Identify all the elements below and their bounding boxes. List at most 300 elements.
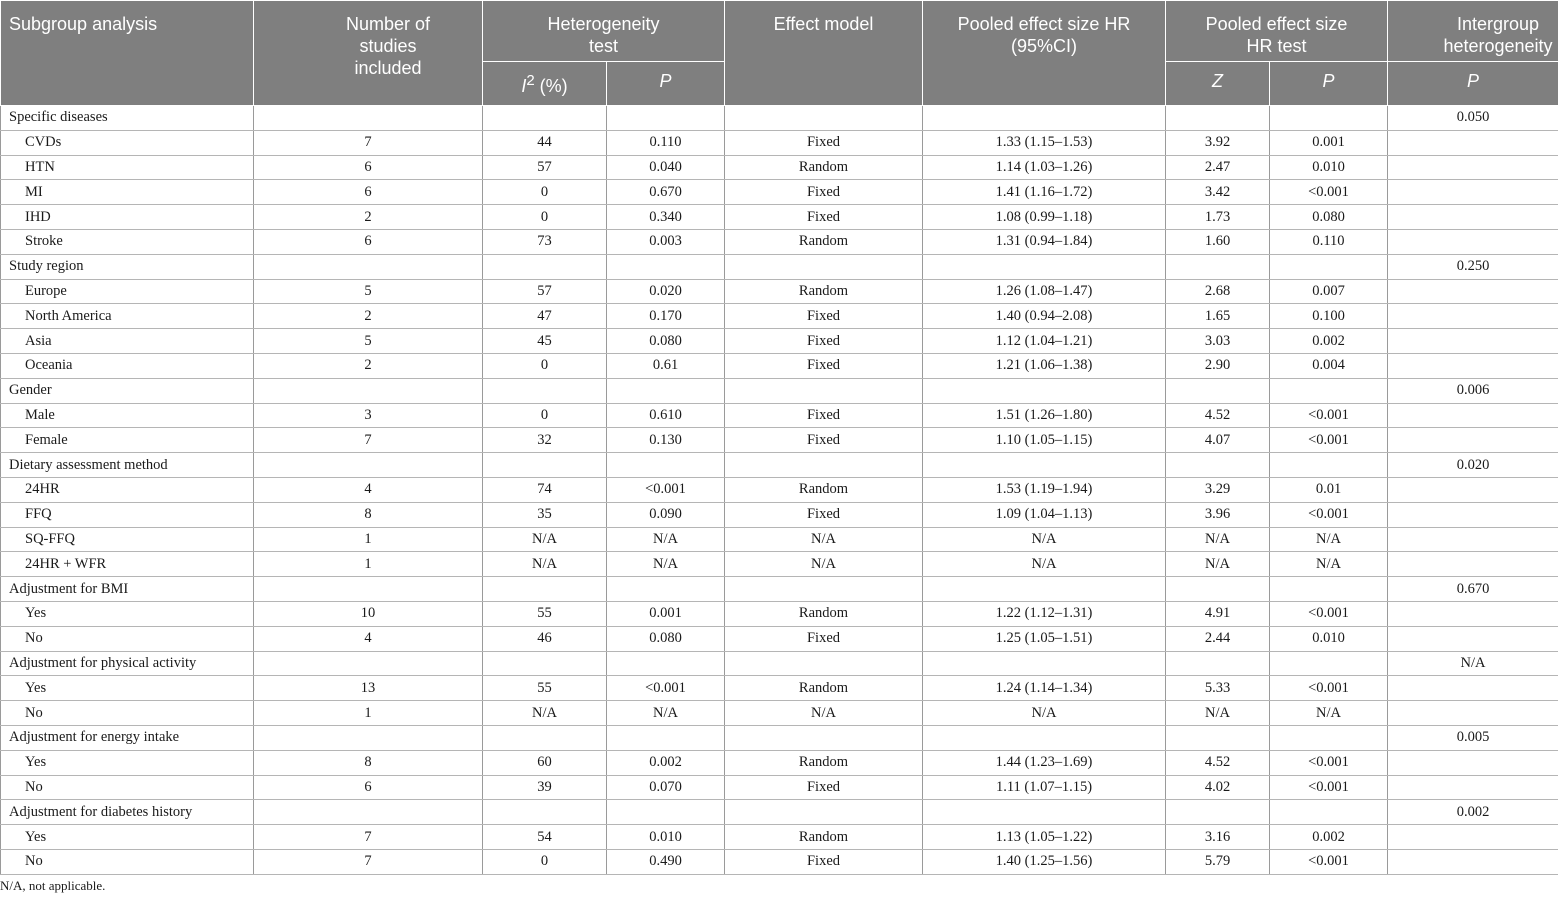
effect-model-cell: Random (725, 750, 923, 775)
pooled-hr-cell: 1.41 (1.16–1.72) (923, 180, 1166, 205)
empty-cell (483, 378, 607, 403)
subgroup-label: Yes (1, 825, 254, 850)
category-label: Adjustment for diabetes history (1, 800, 254, 825)
p-hr-cell: N/A (1270, 552, 1388, 577)
i2-cell: N/A (483, 552, 607, 577)
table-row (1, 676, 1558, 701)
empty-cell (1388, 477, 1558, 502)
p-heterogeneity-cell: 0.61 (607, 353, 725, 378)
p-heterogeneity-cell: 0.090 (607, 502, 725, 527)
category-label: Adjustment for energy intake (1, 725, 254, 750)
empty-cell (1388, 304, 1558, 329)
p-hr-cell: <0.001 (1270, 403, 1388, 428)
effect-model-cell: N/A (725, 527, 923, 552)
i2-cell: 60 (483, 750, 607, 775)
num-studies-cell: 6 (254, 775, 483, 800)
empty-cell (254, 800, 483, 825)
empty-cell (607, 725, 725, 750)
p-heterogeneity-cell: 0.080 (607, 329, 725, 354)
table-row (1, 502, 1558, 527)
subgroup-label: FFQ (1, 502, 254, 527)
i2-cell: 54 (483, 825, 607, 850)
intergroup-p-cell: 0.250 (1388, 254, 1558, 279)
p-heterogeneity-cell: <0.001 (607, 477, 725, 502)
p-heterogeneity-cell: 0.002 (607, 750, 725, 775)
z-cell: 2.47 (1166, 155, 1270, 180)
subgroup-label: Oceania (1, 353, 254, 378)
i2-cell: 57 (483, 279, 607, 304)
z-cell: 4.52 (1166, 750, 1270, 775)
i2-cell: 0 (483, 180, 607, 205)
i2-cell: 35 (483, 502, 607, 527)
pooled-hr-cell: 1.08 (0.99–1.18) (923, 205, 1166, 230)
empty-cell (1388, 552, 1558, 577)
num-studies-cell: 2 (254, 304, 483, 329)
i2-cell: 44 (483, 130, 607, 155)
pooled-hr-cell: 1.40 (1.25–1.56) (923, 849, 1166, 874)
empty-cell (607, 378, 725, 403)
p-hr-cell: 0.002 (1270, 825, 1388, 850)
p-heterogeneity-cell: N/A (607, 701, 725, 726)
table-row (1, 279, 1558, 304)
table-row (1, 428, 1558, 453)
p-heterogeneity-cell: 0.610 (607, 403, 725, 428)
empty-cell (1388, 750, 1558, 775)
empty-cell (483, 725, 607, 750)
p-heterogeneity-cell: 0.490 (607, 849, 725, 874)
pooled-hr-cell: 1.53 (1.19–1.94) (923, 477, 1166, 502)
num-studies-cell: 13 (254, 676, 483, 701)
table-row (1, 130, 1558, 155)
p-hr-cell: 0.010 (1270, 155, 1388, 180)
category-row (1, 725, 1558, 750)
empty-cell (1166, 800, 1270, 825)
empty-cell (254, 651, 483, 676)
empty-cell (1270, 453, 1388, 478)
effect-model-cell: Fixed (725, 304, 923, 329)
table-row (1, 205, 1558, 230)
p-hr-cell: <0.001 (1270, 180, 1388, 205)
subgroup-label: Female (1, 428, 254, 453)
empty-cell (1166, 453, 1270, 478)
num-studies-cell: 5 (254, 279, 483, 304)
empty-cell (1388, 180, 1558, 205)
p-heterogeneity-cell: 0.010 (607, 825, 725, 850)
p-hr-cell: N/A (1270, 701, 1388, 726)
empty-cell (725, 378, 923, 403)
pooled-hr-cell: 1.10 (1.05–1.15) (923, 428, 1166, 453)
z-cell: 5.33 (1166, 676, 1270, 701)
empty-cell (923, 378, 1166, 403)
i2-cell: 57 (483, 155, 607, 180)
table-row (1, 329, 1558, 354)
z-cell: 2.68 (1166, 279, 1270, 304)
num-studies-cell: 8 (254, 502, 483, 527)
header-p-intergroup: P (1388, 62, 1558, 106)
empty-cell (607, 800, 725, 825)
empty-cell (254, 725, 483, 750)
z-cell: 1.73 (1166, 205, 1270, 230)
i2-cell: 47 (483, 304, 607, 329)
z-cell: 4.02 (1166, 775, 1270, 800)
subgroup-label: Asia (1, 329, 254, 354)
header-p-heterogeneity: P (607, 62, 725, 106)
i2-cell: 55 (483, 676, 607, 701)
effect-model-cell: Fixed (725, 775, 923, 800)
empty-cell (1270, 378, 1388, 403)
i2-cell: 0 (483, 849, 607, 874)
table-row (1, 775, 1558, 800)
empty-cell (1166, 725, 1270, 750)
header-z: Z (1166, 62, 1270, 106)
z-cell: 4.52 (1166, 403, 1270, 428)
empty-cell (1388, 849, 1558, 874)
table-row (1, 229, 1558, 254)
table-row (1, 155, 1558, 180)
effect-model-cell: Fixed (725, 428, 923, 453)
effect-model-cell: Random (725, 229, 923, 254)
header-i2: $I^2$ (%) (483, 62, 607, 106)
empty-cell (923, 725, 1166, 750)
pooled-hr-cell: 1.25 (1.05–1.51) (923, 626, 1166, 651)
empty-cell (1388, 205, 1558, 230)
empty-cell (1270, 800, 1388, 825)
z-cell: 2.44 (1166, 626, 1270, 651)
empty-cell (1388, 353, 1558, 378)
empty-cell (725, 725, 923, 750)
empty-cell (483, 651, 607, 676)
subgroup-label: Europe (1, 279, 254, 304)
pooled-hr-cell: 1.22 (1.12–1.31) (923, 601, 1166, 626)
num-studies-cell: 7 (254, 428, 483, 453)
i2-cell: 0 (483, 403, 607, 428)
table-row (1, 477, 1558, 502)
pooled-hr-cell: N/A (923, 552, 1166, 577)
i2-cell: 0 (483, 353, 607, 378)
empty-cell (1388, 279, 1558, 304)
subgroup-label: No (1, 701, 254, 726)
p-heterogeneity-cell: 0.110 (607, 130, 725, 155)
empty-cell (725, 577, 923, 602)
p-hr-cell: 0.004 (1270, 353, 1388, 378)
pooled-hr-cell: 1.31 (0.94–1.84) (923, 229, 1166, 254)
header-intergroup-heterogeneity: Intergroup heterogeneity (1388, 1, 1558, 62)
pooled-hr-cell: 1.51 (1.26–1.80) (923, 403, 1166, 428)
num-studies-cell: 4 (254, 477, 483, 502)
effect-model-cell: N/A (725, 552, 923, 577)
p-hr-cell: 0.01 (1270, 477, 1388, 502)
empty-cell (725, 651, 923, 676)
category-label: Dietary assessment method (1, 453, 254, 478)
table-row (1, 750, 1558, 775)
header-p-hr: P (1270, 62, 1388, 106)
z-cell: 4.91 (1166, 601, 1270, 626)
empty-cell (483, 254, 607, 279)
i2-cell: N/A (483, 527, 607, 552)
empty-cell (1388, 403, 1558, 428)
num-studies-cell: 5 (254, 329, 483, 354)
p-hr-cell: <0.001 (1270, 849, 1388, 874)
empty-cell (254, 577, 483, 602)
i2-cell: 73 (483, 229, 607, 254)
i2-cell: 39 (483, 775, 607, 800)
num-studies-cell: 2 (254, 205, 483, 230)
subgroup-label: Male (1, 403, 254, 428)
num-studies-cell: 4 (254, 626, 483, 651)
effect-model-cell: Fixed (725, 180, 923, 205)
empty-cell (483, 106, 607, 131)
empty-cell (1166, 378, 1270, 403)
header-num-studies: Number of studies included (254, 1, 483, 106)
empty-cell (254, 254, 483, 279)
empty-cell (1388, 229, 1558, 254)
empty-cell (1166, 106, 1270, 131)
empty-cell (923, 800, 1166, 825)
pooled-hr-cell: 1.09 (1.04–1.13) (923, 502, 1166, 527)
category-row (1, 378, 1558, 403)
subgroup-label: North America (1, 304, 254, 329)
p-hr-cell: N/A (1270, 527, 1388, 552)
header-subgroup-analysis: Subgroup analysis (1, 1, 254, 106)
table-row (1, 527, 1558, 552)
intergroup-p-cell: 0.050 (1388, 106, 1558, 131)
empty-cell (923, 254, 1166, 279)
z-cell: 1.60 (1166, 229, 1270, 254)
num-studies-cell: 1 (254, 701, 483, 726)
pooled-hr-cell: 1.11 (1.07–1.15) (923, 775, 1166, 800)
empty-cell (1388, 701, 1558, 726)
p-hr-cell: 0.002 (1270, 329, 1388, 354)
empty-cell (1270, 106, 1388, 131)
p-hr-cell: <0.001 (1270, 775, 1388, 800)
empty-cell (1388, 428, 1558, 453)
subgroup-label: No (1, 626, 254, 651)
effect-model-cell: Random (725, 825, 923, 850)
empty-cell (607, 254, 725, 279)
empty-cell (254, 453, 483, 478)
effect-model-cell: Fixed (725, 849, 923, 874)
p-hr-cell: 0.110 (1270, 229, 1388, 254)
p-hr-cell: <0.001 (1270, 428, 1388, 453)
effect-model-cell: Fixed (725, 502, 923, 527)
header-pooled-effect-size: Pooled effect size HR (95%CI) (923, 1, 1166, 106)
empty-cell (1270, 651, 1388, 676)
effect-model-cell: Random (725, 279, 923, 304)
category-label: Specific diseases (1, 106, 254, 131)
i2-cell: 45 (483, 329, 607, 354)
table-row (1, 825, 1558, 850)
num-studies-cell: 10 (254, 601, 483, 626)
empty-cell (1270, 254, 1388, 279)
p-heterogeneity-cell: 0.340 (607, 205, 725, 230)
empty-cell (1388, 329, 1558, 354)
i2-cell: 46 (483, 626, 607, 651)
table-row (1, 304, 1558, 329)
num-studies-cell: 3 (254, 403, 483, 428)
p-hr-cell: <0.001 (1270, 750, 1388, 775)
table-row (1, 626, 1558, 651)
empty-cell (483, 453, 607, 478)
pooled-hr-cell: 1.14 (1.03–1.26) (923, 155, 1166, 180)
pooled-hr-cell: 1.24 (1.14–1.34) (923, 676, 1166, 701)
i2-cell: 32 (483, 428, 607, 453)
p-hr-cell: <0.001 (1270, 601, 1388, 626)
header-pooled-hr-test: Pooled effect size HR test (1166, 1, 1388, 62)
num-studies-cell: 1 (254, 527, 483, 552)
z-cell: 3.42 (1166, 180, 1270, 205)
p-heterogeneity-cell: 0.001 (607, 601, 725, 626)
p-hr-cell: 0.010 (1270, 626, 1388, 651)
table-row (1, 353, 1558, 378)
subgroup-label: Yes (1, 750, 254, 775)
num-studies-cell: 7 (254, 130, 483, 155)
num-studies-cell: 8 (254, 750, 483, 775)
effect-model-cell: Fixed (725, 626, 923, 651)
z-cell: N/A (1166, 701, 1270, 726)
table-body (1, 106, 1558, 875)
table-row (1, 849, 1558, 874)
empty-cell (923, 106, 1166, 131)
category-label: Study region (1, 254, 254, 279)
effect-model-cell: Random (725, 601, 923, 626)
empty-cell (254, 106, 483, 131)
empty-cell (1388, 825, 1558, 850)
category-label: Adjustment for physical activity (1, 651, 254, 676)
subgroup-label: Yes (1, 601, 254, 626)
subgroup-label: No (1, 849, 254, 874)
z-cell: 4.07 (1166, 428, 1270, 453)
pooled-hr-cell: 1.12 (1.04–1.21) (923, 329, 1166, 354)
subgroup-label: MI (1, 180, 254, 205)
i2-cell: 0 (483, 205, 607, 230)
i2-cell: N/A (483, 701, 607, 726)
num-studies-cell: 2 (254, 353, 483, 378)
z-cell: 3.16 (1166, 825, 1270, 850)
empty-cell (1388, 130, 1558, 155)
empty-cell (923, 651, 1166, 676)
p-heterogeneity-cell: 0.130 (607, 428, 725, 453)
effect-model-cell: Fixed (725, 205, 923, 230)
z-cell: N/A (1166, 527, 1270, 552)
empty-cell (1388, 155, 1558, 180)
empty-cell (725, 800, 923, 825)
num-studies-cell: 6 (254, 180, 483, 205)
table-row (1, 403, 1558, 428)
pooled-hr-cell: 1.33 (1.15–1.53) (923, 130, 1166, 155)
z-cell: 1.65 (1166, 304, 1270, 329)
num-studies-cell: 1 (254, 552, 483, 577)
table-row (1, 601, 1558, 626)
pooled-hr-cell: N/A (923, 701, 1166, 726)
category-row (1, 106, 1558, 131)
subgroup-label: SQ-FFQ (1, 527, 254, 552)
empty-cell (607, 577, 725, 602)
num-studies-cell: 7 (254, 825, 483, 850)
subgroup-label: Yes (1, 676, 254, 701)
intergroup-p-cell: 0.006 (1388, 378, 1558, 403)
z-cell: 3.92 (1166, 130, 1270, 155)
category-row (1, 254, 1558, 279)
empty-cell (607, 106, 725, 131)
effect-model-cell: Random (725, 477, 923, 502)
empty-cell (1166, 651, 1270, 676)
pooled-hr-cell: N/A (923, 527, 1166, 552)
pooled-hr-cell: 1.13 (1.05–1.22) (923, 825, 1166, 850)
empty-cell (725, 453, 923, 478)
pooled-hr-cell: 1.44 (1.23–1.69) (923, 750, 1166, 775)
z-cell: 3.96 (1166, 502, 1270, 527)
p-hr-cell: <0.001 (1270, 502, 1388, 527)
category-row (1, 453, 1558, 478)
p-hr-cell: 0.007 (1270, 279, 1388, 304)
p-heterogeneity-cell: 0.020 (607, 279, 725, 304)
empty-cell (483, 577, 607, 602)
intergroup-p-cell: N/A (1388, 651, 1558, 676)
intergroup-p-cell: 0.002 (1388, 800, 1558, 825)
p-heterogeneity-cell: N/A (607, 527, 725, 552)
z-cell: N/A (1166, 552, 1270, 577)
empty-cell (607, 453, 725, 478)
table-row (1, 552, 1558, 577)
empty-cell (1388, 676, 1558, 701)
p-heterogeneity-cell: 0.003 (607, 229, 725, 254)
category-row (1, 651, 1558, 676)
category-row (1, 577, 1558, 602)
z-cell: 3.29 (1166, 477, 1270, 502)
pooled-hr-cell: 1.21 (1.06–1.38) (923, 353, 1166, 378)
empty-cell (923, 577, 1166, 602)
empty-cell (1388, 502, 1558, 527)
i2-cell: 74 (483, 477, 607, 502)
effect-model-cell: Fixed (725, 403, 923, 428)
z-cell: 2.90 (1166, 353, 1270, 378)
category-label: Adjustment for BMI (1, 577, 254, 602)
effect-model-cell: Random (725, 155, 923, 180)
p-heterogeneity-cell: 0.670 (607, 180, 725, 205)
empty-cell (1388, 626, 1558, 651)
header-heterogeneity-test: Heterogeneity test (483, 1, 725, 62)
p-heterogeneity-cell: 0.040 (607, 155, 725, 180)
subgroup-label: HTN (1, 155, 254, 180)
table-row (1, 180, 1558, 205)
intergroup-p-cell: 0.020 (1388, 453, 1558, 478)
subgroup-label: 24HR + WFR (1, 552, 254, 577)
z-cell: 3.03 (1166, 329, 1270, 354)
empty-cell (1388, 527, 1558, 552)
category-row (1, 800, 1558, 825)
empty-cell (1270, 725, 1388, 750)
i2-cell: 55 (483, 601, 607, 626)
p-heterogeneity-cell: <0.001 (607, 676, 725, 701)
pooled-hr-cell: 1.26 (1.08–1.47) (923, 279, 1166, 304)
p-heterogeneity-cell: 0.070 (607, 775, 725, 800)
empty-cell (1388, 601, 1558, 626)
p-heterogeneity-cell: N/A (607, 552, 725, 577)
intergroup-p-cell: 0.670 (1388, 577, 1558, 602)
effect-model-cell: N/A (725, 701, 923, 726)
p-hr-cell: 0.100 (1270, 304, 1388, 329)
empty-cell (607, 651, 725, 676)
table-row (1, 701, 1558, 726)
p-heterogeneity-cell: 0.170 (607, 304, 725, 329)
category-label: Gender (1, 378, 254, 403)
subgroup-label: Stroke (1, 229, 254, 254)
empty-cell (254, 378, 483, 403)
subgroup-label: CVDs (1, 130, 254, 155)
num-studies-cell: 6 (254, 229, 483, 254)
empty-cell (1270, 577, 1388, 602)
table-header (1, 1, 1558, 106)
